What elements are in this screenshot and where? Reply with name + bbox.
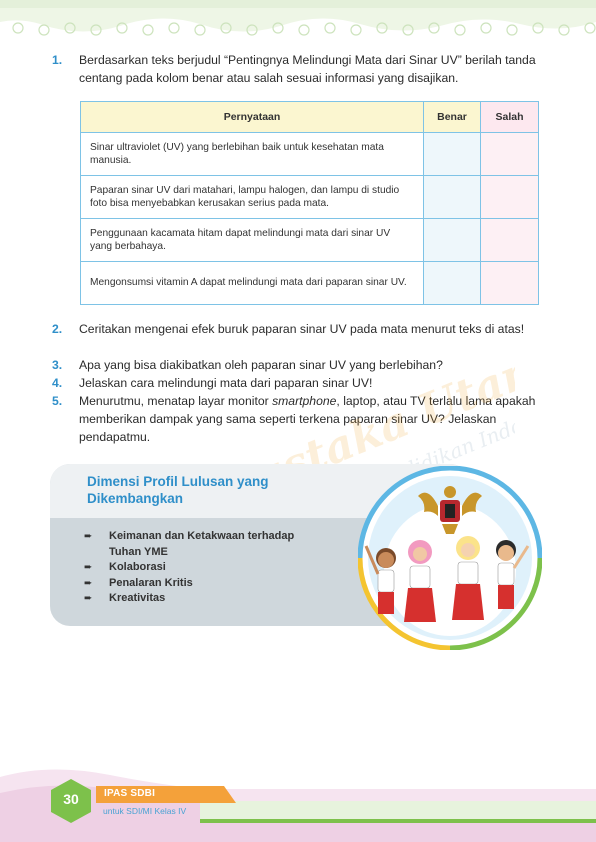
column-header-statement: Pernyataan [81,102,424,133]
list-item-label: Penalaran Kritis [109,576,193,589]
table-header-row [81,102,539,133]
question-text [52,392,542,446]
false-checkbox-cell[interactable] [481,262,539,305]
true-checkbox-cell[interactable] [424,133,481,176]
statement-cell: Paparan sinar UV dari matahari, lampu halogen, dan lampu di studio foto bisa menyebabkan kerusakan serius pada mata. [81,176,424,219]
list-item-label: Keimanan dan Ketakwaan terhadap Tuhan YME [109,530,295,558]
page-number-badge [48,778,94,824]
table-row [81,133,539,176]
list-item [84,576,324,592]
statement-table [80,101,539,305]
arrow-bullet-icon: ➨ [84,577,93,589]
question-2 [52,320,542,338]
arrow-bullet-icon: ➨ [84,531,93,542]
table-row [81,262,539,305]
table-row [81,176,539,219]
watermark-subtext: Indonesia [474,392,515,453]
statement-cell: Penggunaan kacamata hitam dapat melindungi mata dari sinar UV yang berbahaya. [81,219,424,262]
statement-cell: Mengonsumsi vitamin A dapat melindungi mata dari paparan sinar UV. [81,262,424,305]
question-text-part: Menurutmu, menatap layar monitor [79,394,273,408]
true-checkbox-cell[interactable] [424,176,481,219]
question-5 [52,392,542,446]
true-checkbox-cell[interactable] [424,219,481,262]
book-title: IPAS SDBI [104,788,156,799]
top-decorative-band [0,0,596,44]
false-checkbox-cell[interactable] [481,176,539,219]
question-text-part: , laptop, atau TV terlalu lama apakah memberikan dampak yang sama seperti terkena paparan sinar UV? Jelaskan pendapatmu. [79,394,536,444]
false-checkbox-cell[interactable] [481,219,539,262]
students-illustration [358,466,542,650]
list-item [84,560,324,576]
column-header-true: Benar [424,102,481,133]
false-checkbox-cell[interactable] [481,133,539,176]
question-text: Apa yang bisa diakibatkan oleh paparan sinar UV yang berlebihan? [79,358,443,372]
question-1 [52,51,542,87]
arrow-bullet-icon: ➨ [84,562,93,573]
book-subtitle: untuk SDI/MI Kelas IV [103,806,187,816]
question-text: Jelaskan cara melindungi mata dari paparan sinar UV! [79,376,373,390]
table-row [81,219,539,262]
page-number: 30 [63,791,79,807]
question-number: 5. [52,394,63,408]
question-number: 1. [52,53,63,67]
question-text: Berdasarkan teks berjudul “Pentingnya Melindungi Mata dari Sinar UV” berilah tanda centang pada kolom benar atau salah sesuai informasi yang disajikan. [79,53,536,85]
arrow-bullet-icon: ➨ [84,593,93,604]
list-item [84,529,324,560]
profile-title: Dimensi Profil Lulusan yang Dikembangkan [87,474,269,506]
list-item-label: Kolaborasi [109,561,166,573]
profile-list [84,529,324,607]
book-title-tab [96,786,236,803]
column-header-false: Salah [481,102,539,133]
question-text-italic: smartphone [272,394,337,408]
question-number: 4. [52,376,63,390]
question-3 [52,356,542,374]
watermark-text: Pustaka Utama [213,355,515,517]
statement-cell: Sinar ultraviolet (UV) yang berlebihan baik untuk kesehatan mata manusia. [81,133,424,176]
true-checkbox-cell[interactable] [424,262,481,305]
question-text: Ceritakan mengenai efek buruk paparan sinar UV pada mata menurut teks di atas! [79,322,525,336]
question-number: 2. [52,322,63,336]
question-4 [52,374,542,392]
list-item-label: Kreativitas [109,592,166,604]
question-number: 3. [52,358,63,372]
list-item [84,591,324,607]
